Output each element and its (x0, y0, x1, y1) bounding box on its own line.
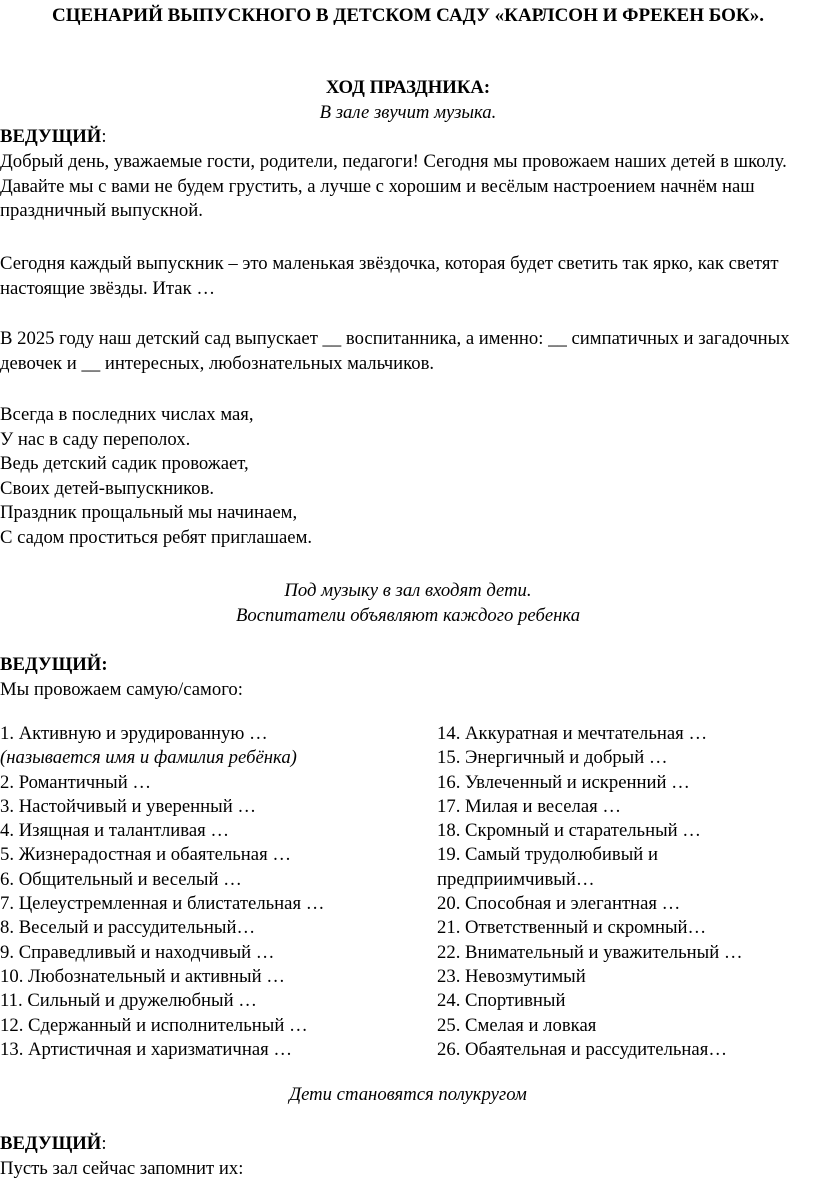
list-item: 9. Справедливый и находчивый … (0, 941, 275, 963)
list-item: 7. Целеустремленная и блистательная … (0, 893, 325, 915)
list-item: 19. Самый трудолюбивый и (437, 844, 658, 866)
list-item: 15. Энергичный и добрый … (437, 747, 668, 769)
intro-line: Мы провожаем самую/самого: (0, 679, 243, 700)
list-item: 11. Сильный и дружелюбный … (0, 990, 257, 1012)
list-item: 16. Увлеченный и искренний … (437, 771, 690, 793)
list-item: 25. Смелая и ловкая (437, 1014, 597, 1036)
list-item: 3. Настойчивый и уверенный … (0, 795, 257, 817)
paragraph: Сегодня каждый выпускник – это маленькая звёздочка, которая будет светить так ярко, как светят настоящие звёзды. Итак … (0, 253, 779, 299)
dialogue-line: Пусть зал сейчас запомнит их: (0, 1158, 244, 1179)
list-item: 17. Милая и веселая … (437, 795, 622, 817)
document-title (0, 2, 816, 30)
list-item: 22. Внимательный и уважительный … (437, 941, 743, 963)
stage-direction: Дети становятся полукругом (289, 1084, 527, 1105)
list-item: 23. Невозмутимый (437, 965, 586, 987)
speaker-colon: : (101, 1133, 107, 1154)
speaker-name: ВЕДУЩИЙ (0, 126, 102, 147)
section-heading: ХОД ПРАЗДНИКА: (325, 77, 491, 98)
list-item: 24. Спортивный (437, 990, 566, 1012)
list-item: 6. Общительный и веселый … (0, 868, 242, 890)
poem-line: У нас в саду переполох. (0, 428, 191, 450)
list-item: 5. Жизнерадостная и обаятельная … (0, 844, 292, 866)
speaker-name: ВЕДУЩИЙ (0, 1133, 102, 1154)
list-item: 8. Веселый и рассудительный… (0, 917, 256, 939)
paragraph: В 2025 году наш детский сад выпускает __ воспитанника, а именно: __ симпатичных и загадочных девочек и __ интересных, любознательных мальчиков. (0, 328, 790, 374)
list-note: (называется имя и фамилия ребёнка) (0, 747, 297, 769)
list-item: 4. Изящная и талантливая … (0, 820, 230, 842)
list-item: 1. Активную и эрудированную … (0, 723, 268, 744)
list-item: 20. Способная и элегантная … (437, 893, 681, 915)
speaker-label (0, 1132, 816, 1157)
poem-line: Своих детей-выпускников. (0, 477, 215, 499)
stage-direction: В зале звучит музыка. (319, 102, 497, 123)
poem (0, 403, 816, 550)
list-item: 21. Ответственный и скромный… (437, 917, 707, 939)
speaker-label: ВЕДУЩИЙ: (0, 654, 108, 675)
list-item: предприимчивый… (437, 868, 595, 890)
list-item: 2. Романтичный … (0, 771, 152, 793)
poem-line: Ведь детский садик провожает, (0, 453, 249, 474)
list-right-column (437, 722, 816, 1062)
list-item: 14. Аккуратная и мечтательная … (437, 723, 708, 744)
paragraph: Добрый день, уважаемые гости, родители, педагоги! Сегодня мы провожаем наших детей в школу. Давайте мы с вами не будем грустить, а лучше с хорошим и весёлым настроением начнём наш праздничный выпускной. (0, 151, 787, 221)
stage-direction: Воспитатели объявляют каждого ребенка (235, 605, 581, 626)
list-left-column (0, 722, 430, 1062)
poem-line: С садом проститься ребят приглашаем. (0, 526, 313, 548)
list-item: 26. Обаятельная и рассудительная… (437, 1038, 728, 1060)
poem-line: Праздник прощальный мы начинаем, (0, 502, 298, 523)
speaker-colon: : (101, 126, 107, 147)
poem-line: Всегда в последних числах мая, (0, 404, 254, 425)
title-text: СЦЕНАРИЙ ВЫПУСКНОГО В ДЕТСКОМ САДУ «КАРЛСОН И ФРЕКЕН БОК». (52, 5, 764, 26)
list-item: 10. Любознательный и активный … (0, 965, 285, 987)
stage-direction: Под музыку в зал входят дети. (284, 580, 532, 601)
list-item: 13. Артистичная и харизматичная … (0, 1038, 293, 1060)
speaker-label (0, 125, 816, 150)
list-item: 12. Сдержанный и исполнительный … (0, 1014, 308, 1036)
list-item: 18. Скромный и старательный … (437, 820, 701, 842)
